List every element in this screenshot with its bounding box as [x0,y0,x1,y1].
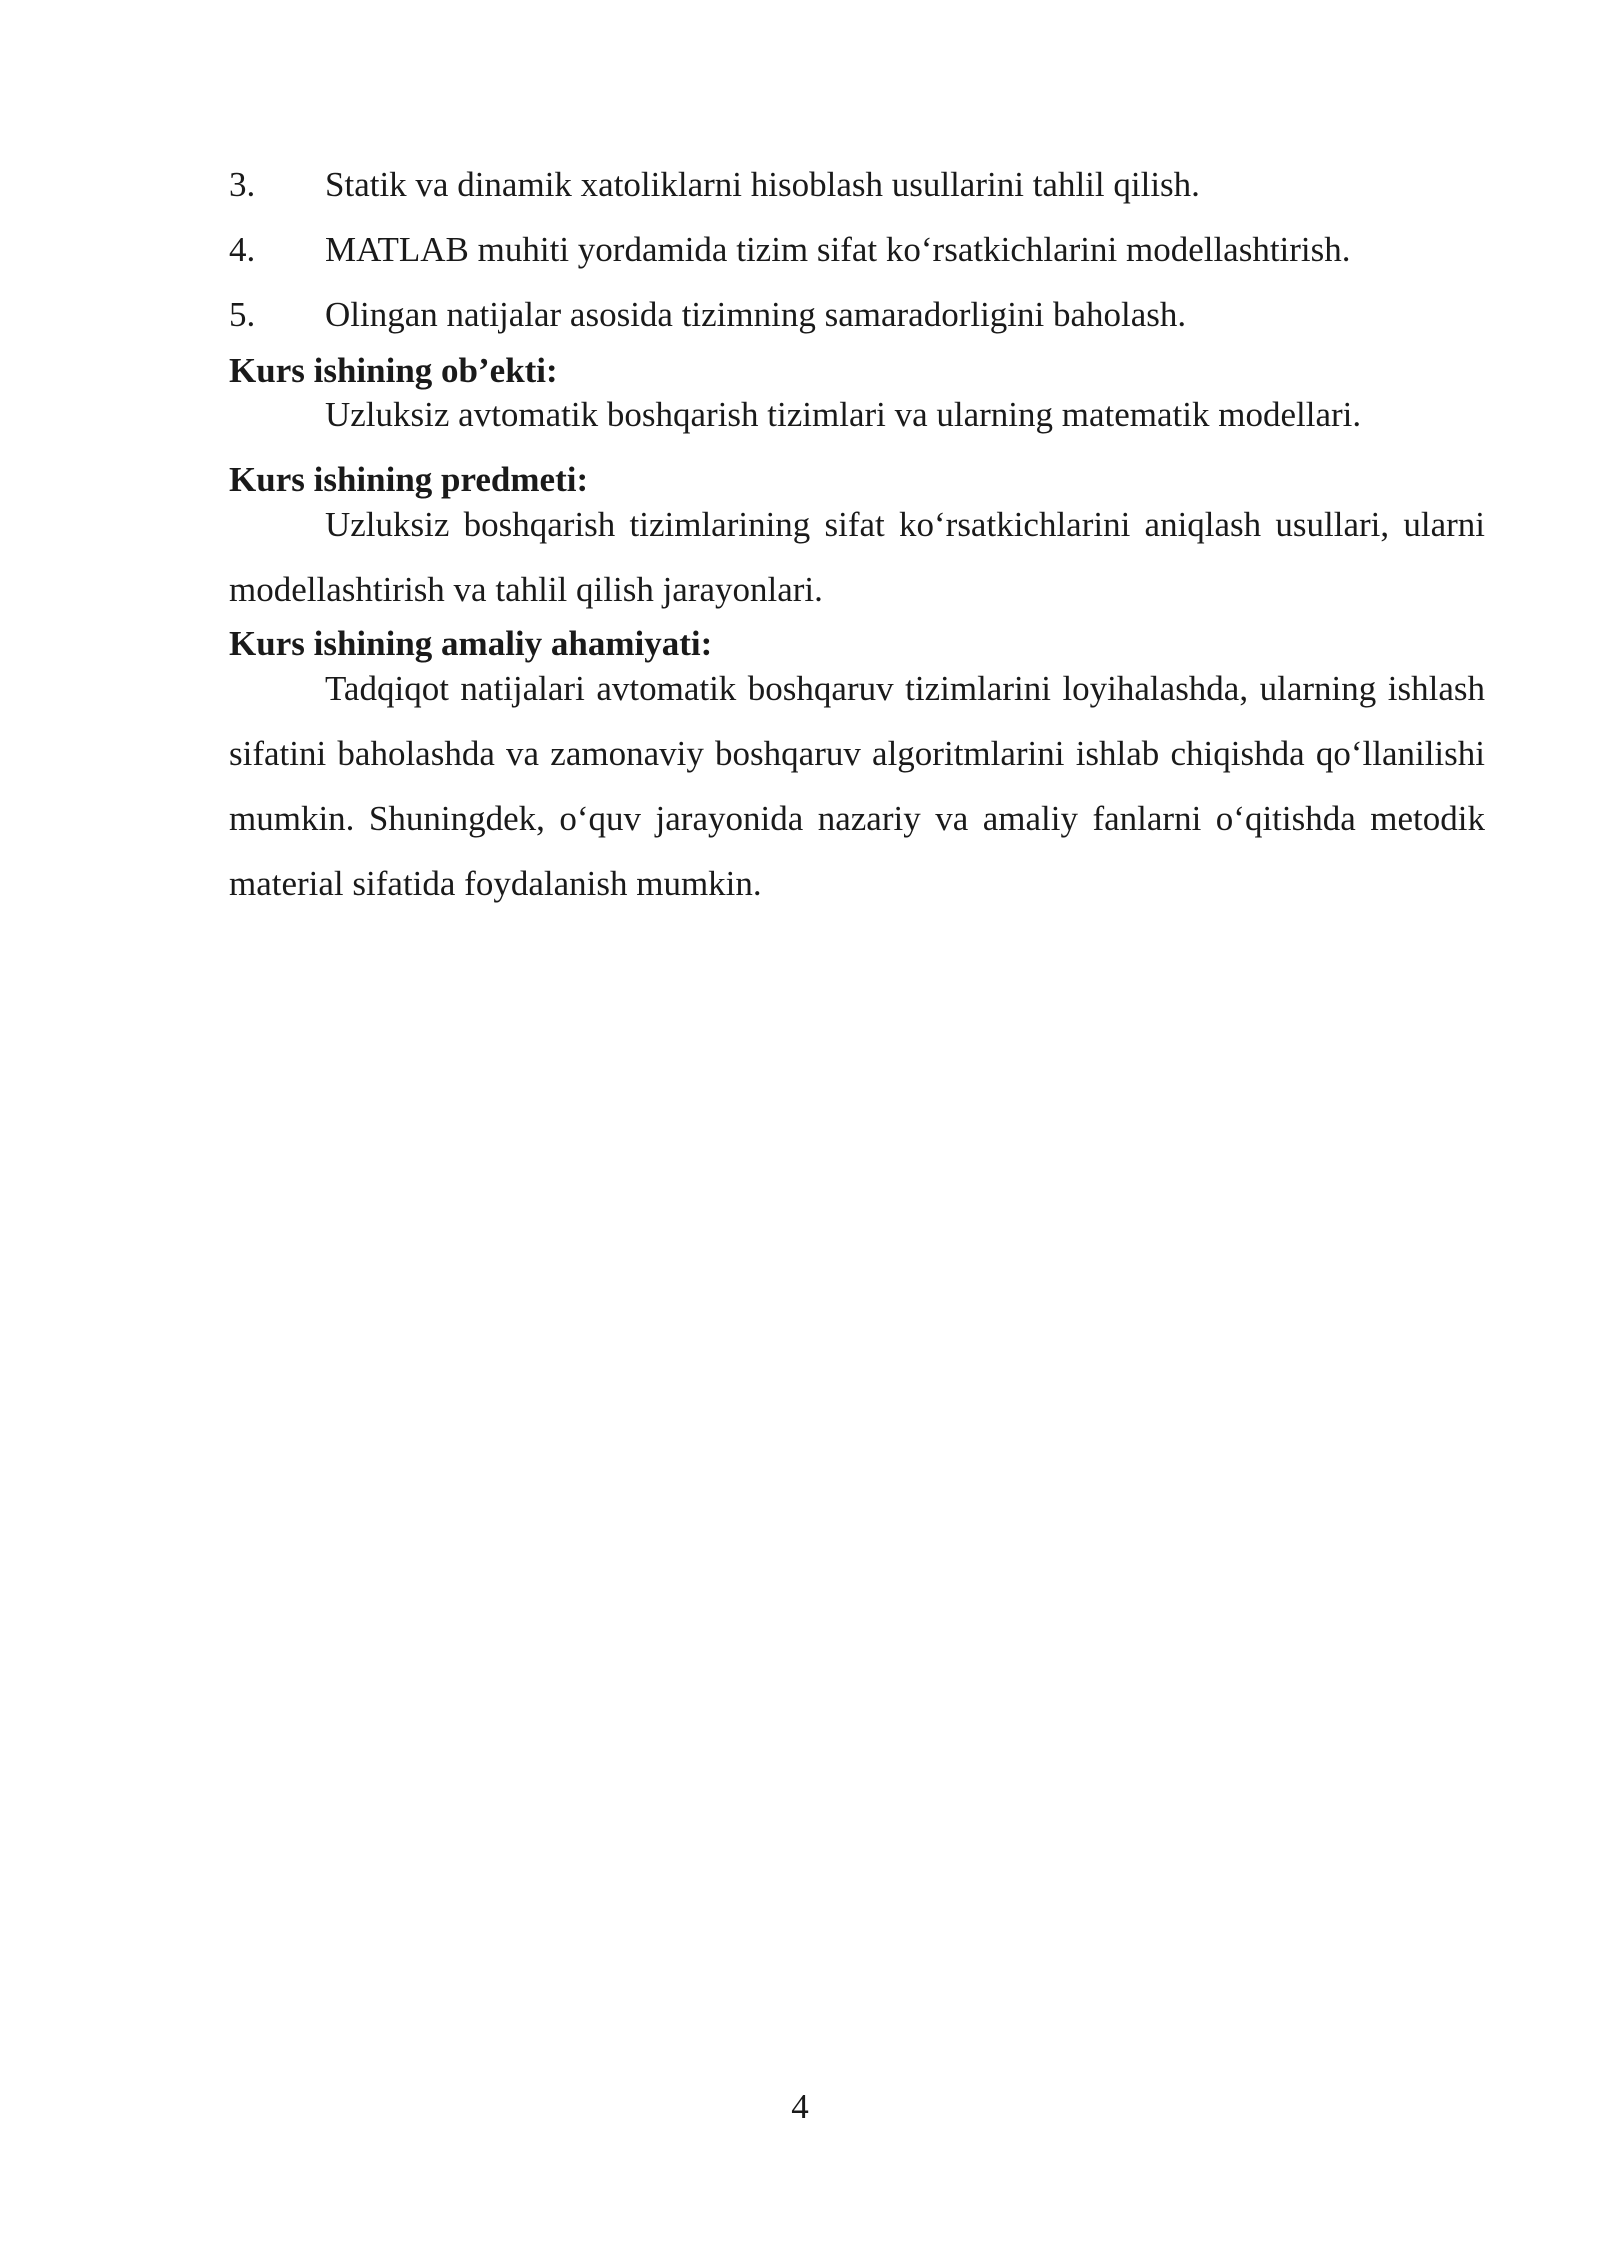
page-number: 4 [791,2087,809,2126]
list-item-number: 4. [229,230,256,269]
list-item [229,217,1485,282]
object-text: Uzluksiz avtomatik boshqarish tizimlari va ularning matematik modellari. [325,395,1362,434]
significance-heading: Kurs ishining amaliy ahamiyati: [229,624,713,663]
page-content [229,152,1485,916]
subject-heading: Kurs ishining predmeti: [229,460,589,499]
list-item-number: 5. [229,295,256,334]
significance-text: Tadqiqot natijalari avtomatik boshqaruv tizimlarini loyihalashda, ularning ishlash sifatini baholashda va zamonaviy boshqaruv algoritmlarini ishlab chiqishda qo‘llanilishi mumkin. Shuningdek, o‘quv jarayonida nazariy va amaliy fanlarni o‘qitishda metodik material sifatida foydalanish mumkin. [229,669,1485,903]
list-item [229,152,1485,217]
list-item-text: Olingan natijalar asosida tizimning samaradorligini baholash. [325,295,1187,334]
object-heading: Kurs ishining ob’ekti: [229,351,558,390]
subject-text: Uzluksiz boshqarish tizimlarining sifat ko‘rsatkichlarini aniqlash usullari, ularni modellashtirish va tahlil qilish jarayonlari. [229,505,1485,609]
list-item-number: 3. [229,165,256,204]
list-item-text: MATLAB muhiti yordamida tizim sifat ko‘rsatkichlarini modellashtirish. [325,230,1351,269]
list-item [229,282,1485,347]
list-item-text: Statik va dinamik xatoliklarni hisoblash usullarini tahlil qilish. [325,165,1200,204]
